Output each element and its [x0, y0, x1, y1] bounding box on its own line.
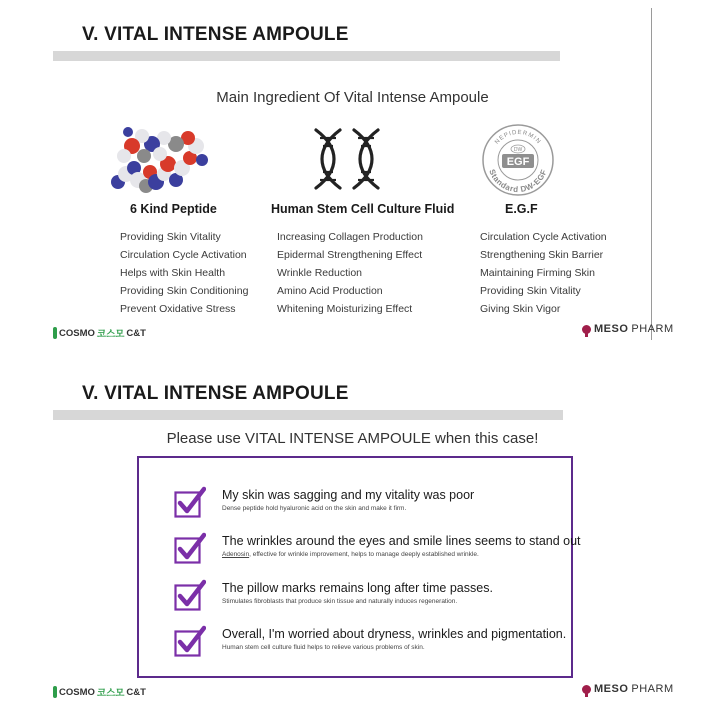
- egf-seal-bottom-text: Standard DW-EGF: [487, 167, 549, 195]
- slide-use-cases: [0, 358, 705, 705]
- use-case-note: [222, 551, 581, 558]
- benefit-list: [277, 228, 423, 318]
- use-case-text: [222, 488, 474, 512]
- egf-seal-dw-text: DW: [513, 147, 523, 153]
- egf-seal-center-text: EGF: [506, 156, 530, 168]
- molecule-icon: [104, 124, 214, 194]
- meso-pharm-logo: [582, 323, 674, 335]
- use-case-note-text: Stimulates fibroblasts that produce skin tissue and naturally induces regeneration.: [222, 598, 458, 605]
- benefit-item: Increasing Collagen Production: [277, 231, 423, 243]
- logo-suffix: C&T: [126, 327, 146, 339]
- benefit-list: [480, 228, 607, 318]
- benefit-item: Epidermal Strengthening Effect: [277, 249, 423, 261]
- slide-main-ingredients: [0, 0, 705, 345]
- logo-rest: PHARM: [631, 323, 674, 335]
- svg-text:NEPIDERMIN: [494, 130, 542, 146]
- benefit-list: [120, 228, 248, 318]
- cosmo-leaf-icon: [53, 686, 57, 698]
- use-case-title: The pillow marks remains long after time passes.: [222, 581, 493, 595]
- benefit-item: Providing Skin Conditioning: [120, 285, 249, 297]
- use-case-text: [222, 627, 566, 651]
- ingredient-name: Human Stem Cell Culture Fluid: [271, 202, 455, 216]
- use-case-note: [222, 644, 566, 651]
- use-case-title: My skin was sagging and my vitality was poor: [222, 488, 475, 502]
- checkbox-checked-icon: [174, 625, 206, 657]
- use-case-text: [222, 534, 581, 558]
- use-case-box: [137, 456, 581, 678]
- use-case-text: [222, 581, 493, 605]
- title-underline-bar: [53, 410, 563, 420]
- meso-pharm-logo: [582, 683, 674, 695]
- use-case-title: The wrinkles around the eyes and smile lines seems to stand out: [222, 534, 581, 548]
- egf-seal-top-text: NEPIDERMIN: [494, 129, 542, 146]
- benefit-item: Maintaining Firming Skin: [480, 267, 595, 279]
- logo-prefix: COSMO: [59, 327, 95, 339]
- benefit-item: Circulation Cycle Activation: [480, 231, 607, 243]
- section-subheading: Please use VITAL INTENSE AMPOULE when this case!: [166, 430, 539, 447]
- dna-icon: [310, 126, 390, 192]
- ingredient-name: E.G.F: [505, 202, 538, 216]
- meso-logo-icon: [582, 685, 591, 694]
- slide-title: V. VITAL INTENSE AMPOULE: [82, 383, 349, 404]
- slide-border-line: [651, 8, 652, 340]
- benefit-item: Strengthening Skin Barrier: [480, 249, 604, 261]
- use-case-note-link: Adenosin: [222, 551, 250, 558]
- egf-seal-icon: [480, 122, 556, 198]
- checkbox-checked-icon: [174, 486, 206, 518]
- use-case-note-text: Human stem cell culture fluid helps to relieve various problems of skin.: [222, 644, 425, 651]
- slide-title: V. VITAL INTENSE AMPOULE: [82, 24, 349, 45]
- title-underline-bar: [53, 51, 560, 61]
- logo-bold: MESO: [594, 683, 629, 695]
- logo-korean: 코스모: [96, 688, 125, 699]
- benefit-item: Providing Skin Vitality: [120, 231, 221, 243]
- benefit-item: Helps with Skin Health: [120, 267, 226, 279]
- cosmo-leaf-icon: [53, 327, 57, 339]
- cosmo-ct-logo: [53, 685, 146, 699]
- use-case-note: [222, 598, 493, 605]
- benefit-item: Giving Skin Vigor: [480, 303, 561, 315]
- logo-korean: 코스모: [96, 329, 125, 340]
- benefit-item: Amino Acid Production: [277, 285, 383, 297]
- benefit-item: Prevent Oxidative Stress: [120, 303, 236, 315]
- meso-logo-icon: [582, 325, 591, 334]
- ingredient-name: 6 Kind Peptide: [130, 202, 217, 216]
- checkbox-checked-icon: [174, 532, 206, 564]
- logo-prefix: COSMO: [59, 686, 95, 698]
- svg-text:Standard DW-EGF: [487, 168, 548, 194]
- use-case-title: Overall, I'm worried about dryness, wrinkles and pigmentation.: [222, 627, 567, 641]
- section-subheading: Main Ingredient Of Vital Intense Ampoule: [216, 89, 489, 106]
- benefit-item: Whitening Moisturizing Effect: [277, 303, 413, 315]
- benefit-item: Circulation Cycle Activation: [120, 249, 247, 261]
- benefit-item: Wrinkle Reduction: [277, 267, 363, 279]
- checkbox-checked-icon: [174, 579, 206, 611]
- use-case-note-text: Dense peptide hold hyaluronic acid on the skin and make it firm.: [222, 505, 407, 512]
- logo-rest: PHARM: [631, 683, 674, 695]
- use-case-note: [222, 505, 474, 512]
- logo-bold: MESO: [594, 323, 629, 335]
- logo-suffix: C&T: [126, 686, 146, 698]
- use-case-note-text: , effective for wrinkle improvement, helps to manage deeply established wrinkle.: [249, 551, 479, 558]
- benefit-item: Providing Skin Vitality: [480, 285, 581, 297]
- cosmo-ct-logo: [53, 326, 146, 340]
